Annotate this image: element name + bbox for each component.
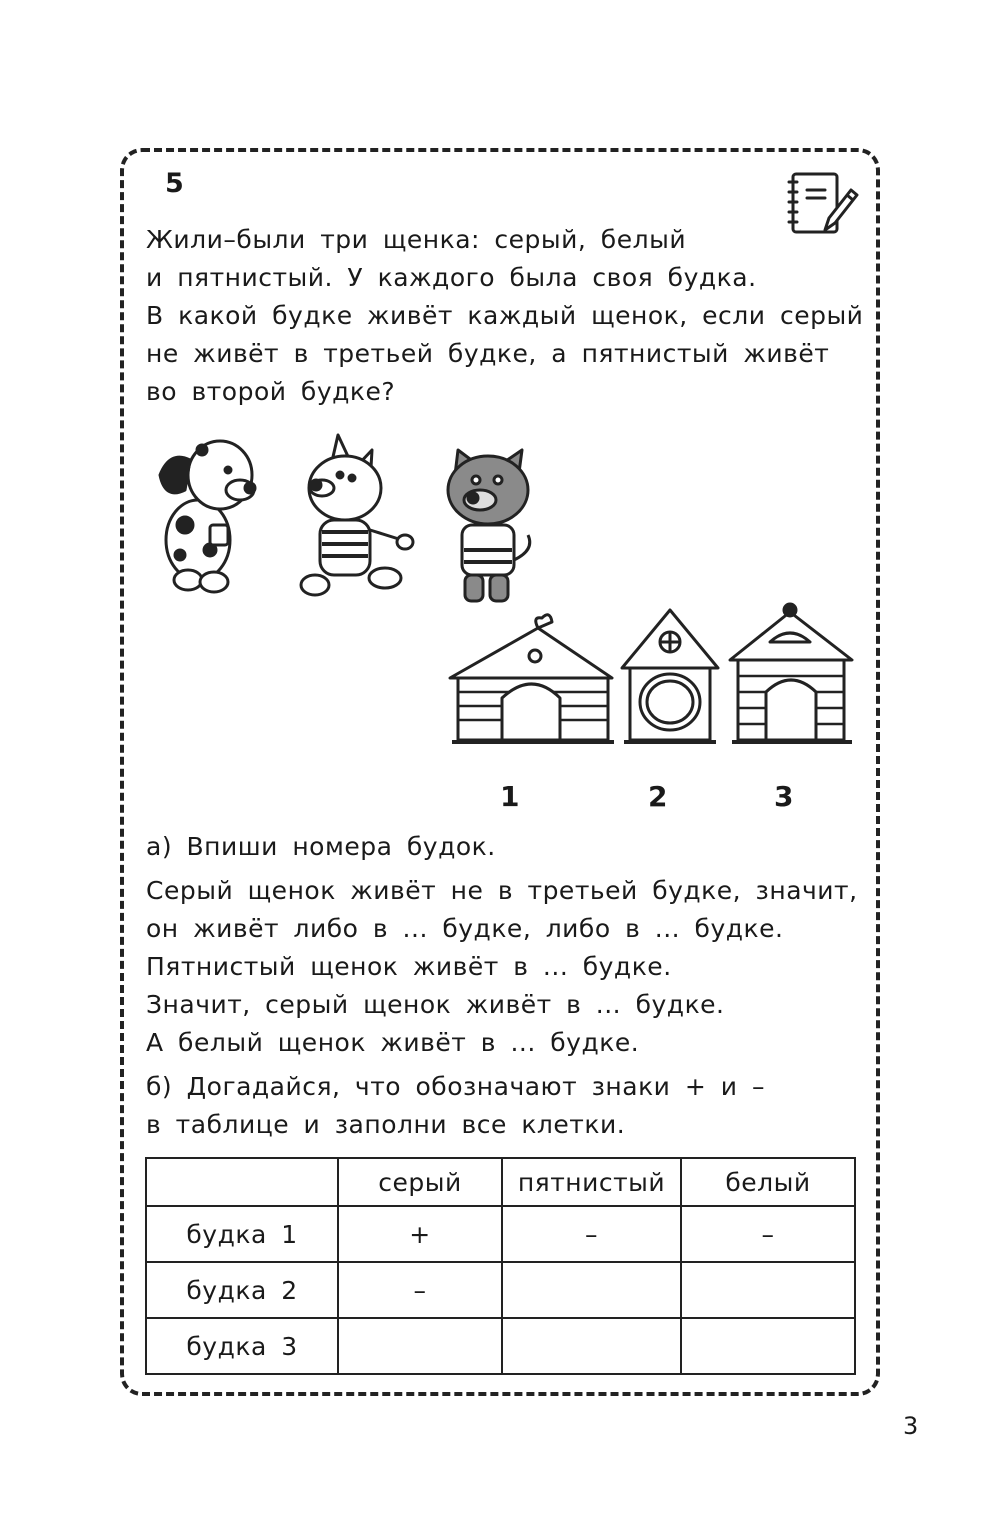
spotted-puppy: [160, 441, 255, 592]
part-b-line: б) Догадайся, что обозначают знаки + и –: [146, 1072, 765, 1101]
intro-line: В какой будке живёт каждый щенок, если серый: [146, 301, 864, 330]
doghouse-2: [622, 610, 718, 742]
intro-line: не живёт в третьей будке, а пятнистый живёт: [146, 339, 830, 368]
part-b-line: в таблице и заполни все клетки.: [146, 1110, 626, 1139]
table-cell[interactable]: [502, 1318, 681, 1374]
table-cell[interactable]: –: [502, 1206, 681, 1262]
row-label: будка 3: [146, 1318, 338, 1374]
doghouse-3: [730, 604, 852, 742]
table-cell[interactable]: +: [338, 1206, 502, 1262]
house-number-3: 3: [774, 780, 794, 813]
table-header-cell: серый: [338, 1158, 502, 1206]
intro-text: [146, 221, 866, 411]
page-number: 3: [903, 1412, 919, 1440]
table-cell[interactable]: [502, 1262, 681, 1318]
doghouse-1: [450, 615, 614, 742]
puppies-and-doghouses-illustration: [140, 430, 870, 760]
table-cell[interactable]: –: [681, 1206, 855, 1262]
table-cell[interactable]: [338, 1318, 502, 1374]
gray-puppy: [448, 450, 530, 601]
part-a-line: Пятнистый щенок живёт в ... будке.: [146, 952, 672, 981]
table-row: [146, 1318, 855, 1374]
intro-line: и пятнистый. У каждого была своя будка.: [146, 263, 757, 292]
row-label: будка 2: [146, 1262, 338, 1318]
house-number-2: 2: [648, 780, 668, 813]
part-a-line: он живёт либо в ... будке, либо в ... будке.: [146, 914, 784, 943]
part-a-body: [146, 872, 866, 1062]
part-a-line: Значит, серый щенок живёт в ... будке.: [146, 990, 725, 1019]
table-header-cell: белый: [681, 1158, 855, 1206]
part-a-title: а) Впиши номера будок.: [146, 832, 496, 861]
part-b-text: [146, 1068, 866, 1144]
table-row: [146, 1206, 855, 1262]
table-cell[interactable]: [681, 1318, 855, 1374]
table-header-row: [146, 1158, 855, 1206]
intro-line: во второй будке?: [146, 377, 396, 406]
table-header-cell: пятнистый: [502, 1158, 681, 1206]
house-number-1: 1: [500, 780, 520, 813]
row-label: будка 1: [146, 1206, 338, 1262]
intro-line: Жили–были три щенка: серый, белый: [146, 225, 687, 254]
table-cell[interactable]: [681, 1262, 855, 1318]
part-a-line: Серый щенок живёт не в третьей будке, значит,: [146, 876, 858, 905]
table-cell[interactable]: –: [338, 1262, 502, 1318]
part-a-line: А белый щенок живёт в ... будке.: [146, 1028, 640, 1057]
white-puppy: [301, 435, 413, 595]
table-header-cell: [146, 1158, 338, 1206]
table-row: [146, 1262, 855, 1318]
task-number: 5: [165, 168, 184, 199]
puppy-house-table: [145, 1157, 856, 1375]
